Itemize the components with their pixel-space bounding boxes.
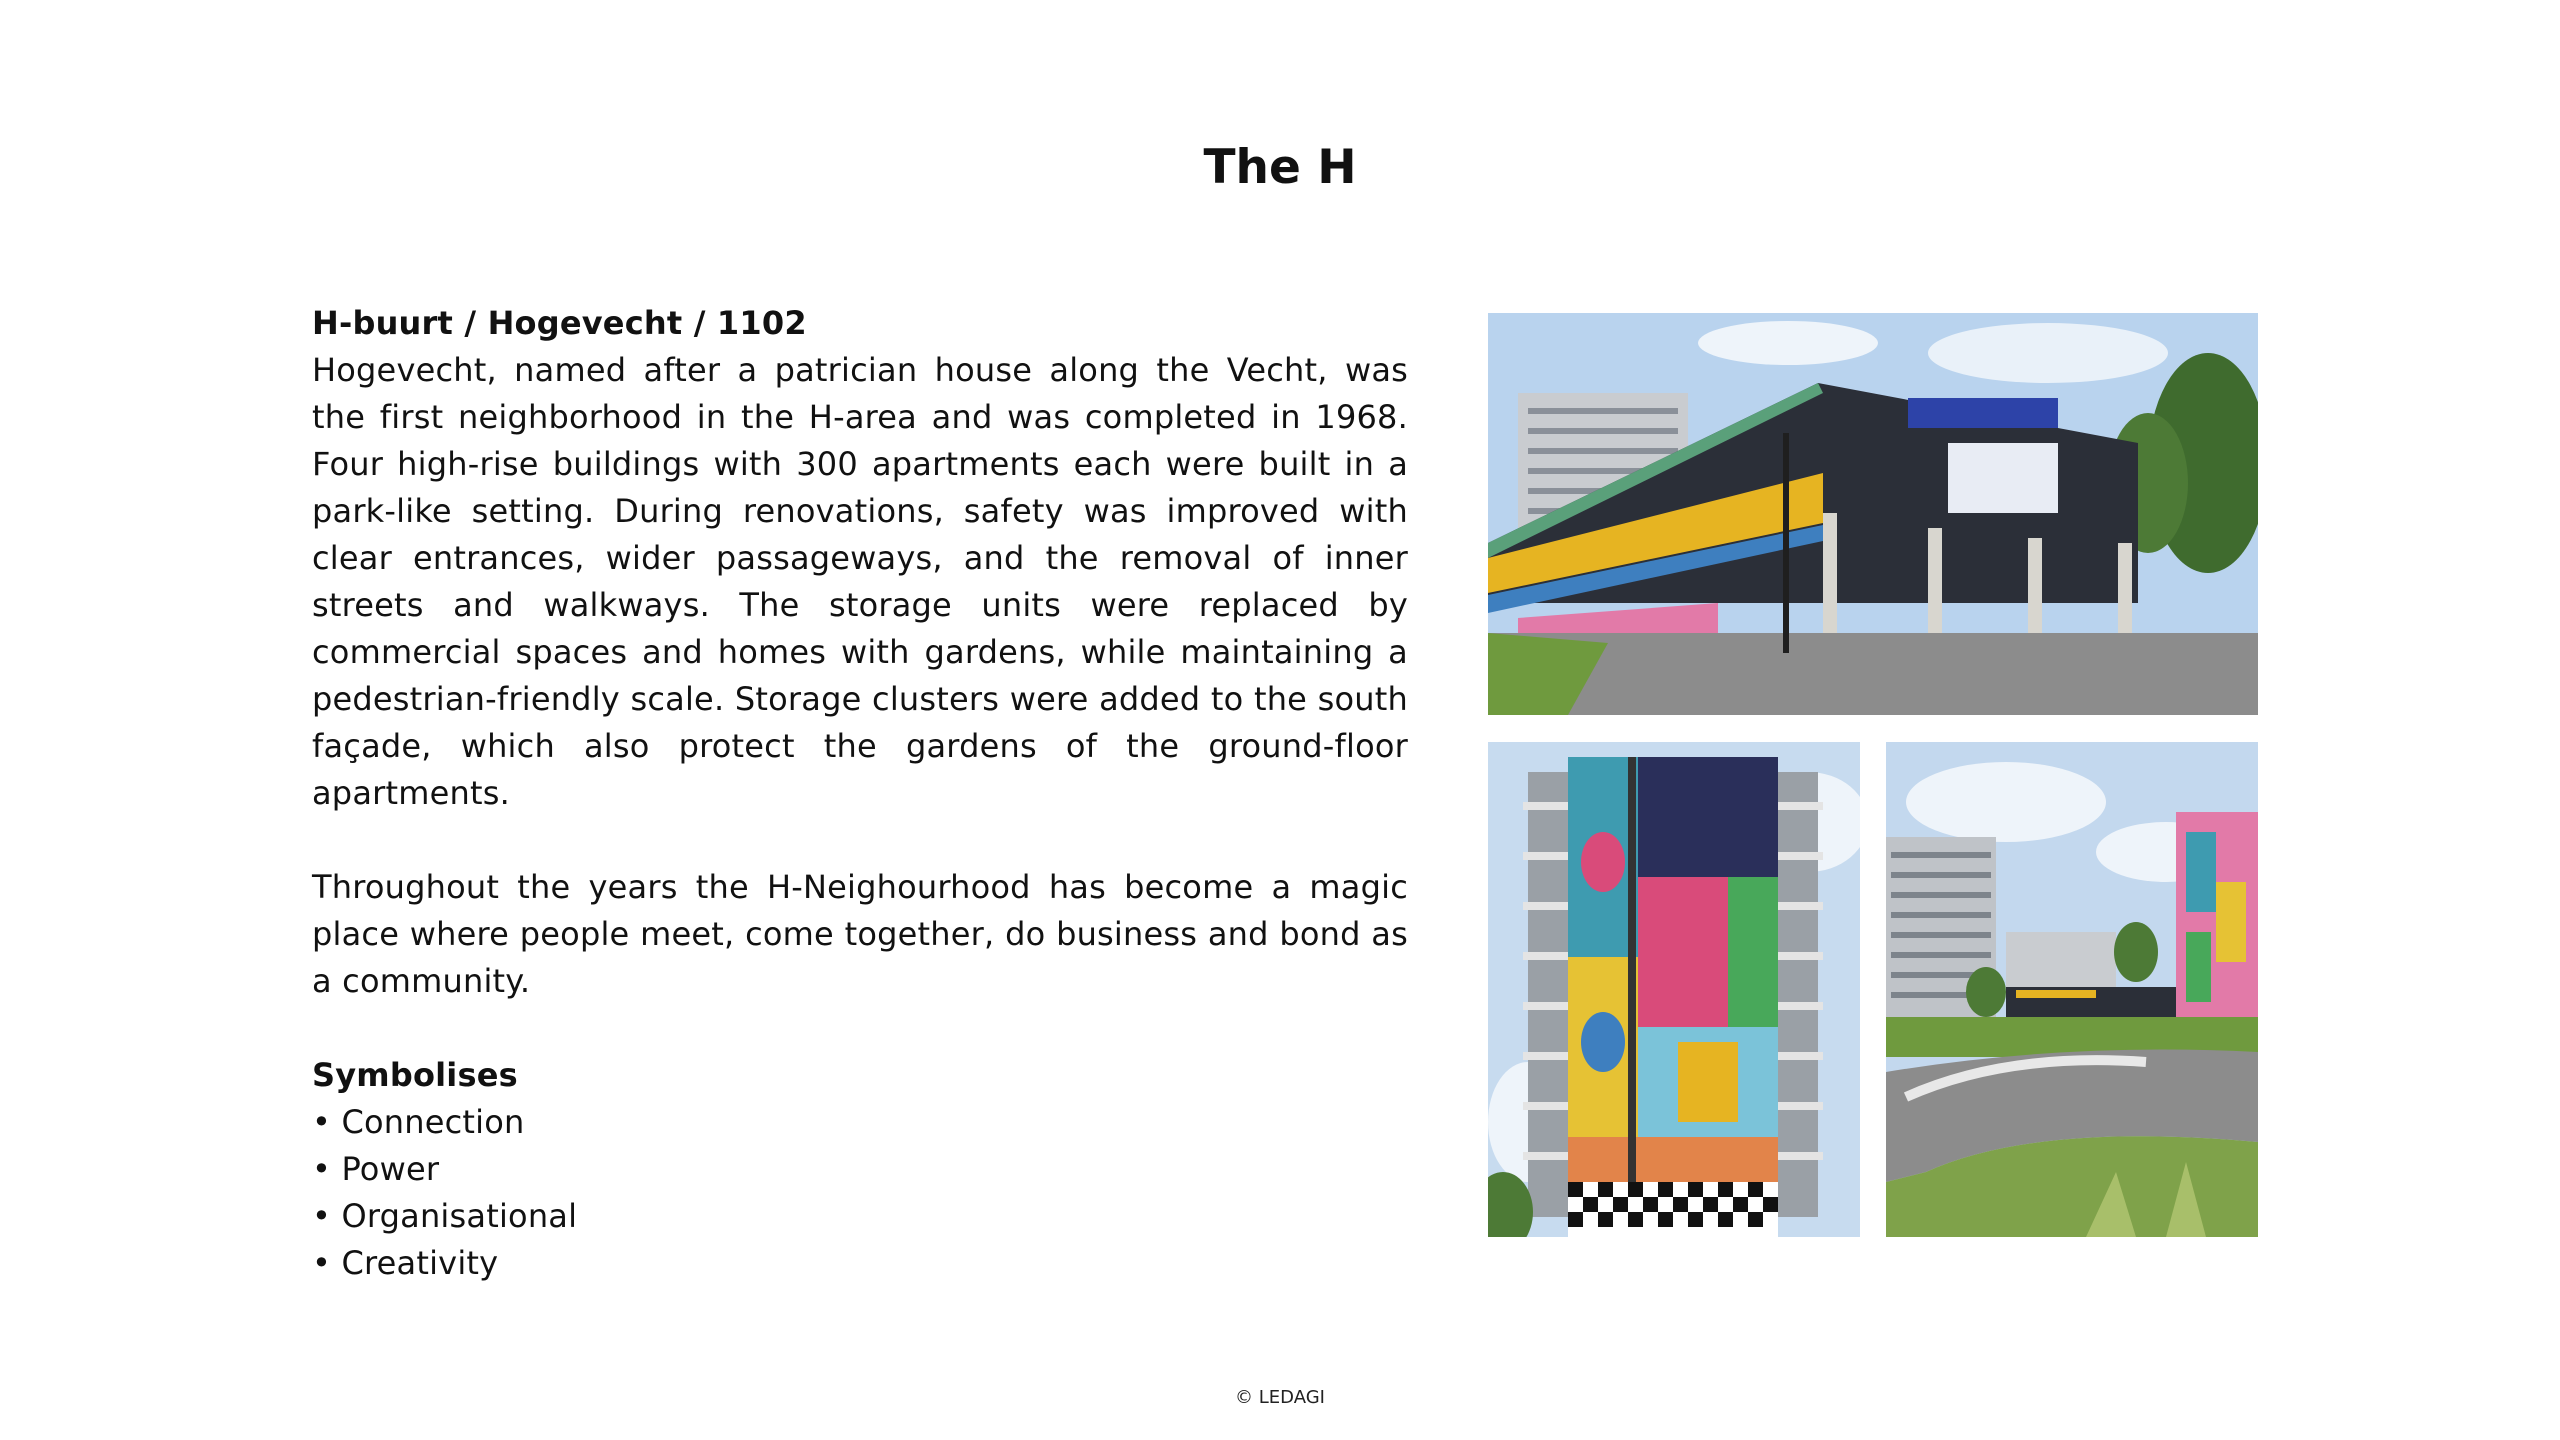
symbolises-heading: Symbolises bbox=[312, 1056, 518, 1094]
spacer bbox=[312, 1005, 1408, 1052]
spacer bbox=[312, 817, 1408, 864]
history-paragraph: Hogevecht, named after a patrician house along the Vecht, was the first neighborhood in the H-area and was completed in 1968. Four high-rise buildings with 300 apartments each were built in a park-like setting. During renovations, safety was improved with clear entrances, wider passageways, and the removal of inner streets and walkways. The storage units were replaced by commercial spaces and homes with gardens, while maintaining a pedestrian-friendly scale. Storage clusters were added to the south façade, which also protect the gardens of the ground-floor apartments. bbox=[312, 351, 1408, 812]
parking-garage-illustration bbox=[1488, 313, 2258, 715]
neighbourhood-subheading: H-buurt / Hogevecht / 1102 bbox=[312, 304, 807, 342]
symbolises-list bbox=[312, 1099, 1408, 1287]
symbol-item-connection: • Connection bbox=[312, 1103, 525, 1141]
photo-mural-tower bbox=[1488, 742, 1860, 1237]
symbol-item-creativity: • Creativity bbox=[312, 1244, 499, 1282]
symbol-item-power: • Power bbox=[312, 1150, 440, 1188]
photo-street-view bbox=[1886, 742, 2258, 1237]
copyright-footer: © LEDAGI bbox=[1235, 1387, 1325, 1408]
photo-parking-garage bbox=[1488, 313, 2258, 715]
mural-tower-illustration bbox=[1488, 742, 1860, 1237]
text-column bbox=[312, 300, 1408, 1287]
symbol-item-organisational: • Organisational bbox=[312, 1197, 578, 1235]
page-title: The H bbox=[1203, 140, 1357, 195]
street-view-illustration bbox=[1886, 742, 2258, 1237]
community-paragraph: Throughout the years the H-Neighourhood has become a magic place where people meet, come together, do business and bond as a community. bbox=[312, 868, 1408, 1000]
